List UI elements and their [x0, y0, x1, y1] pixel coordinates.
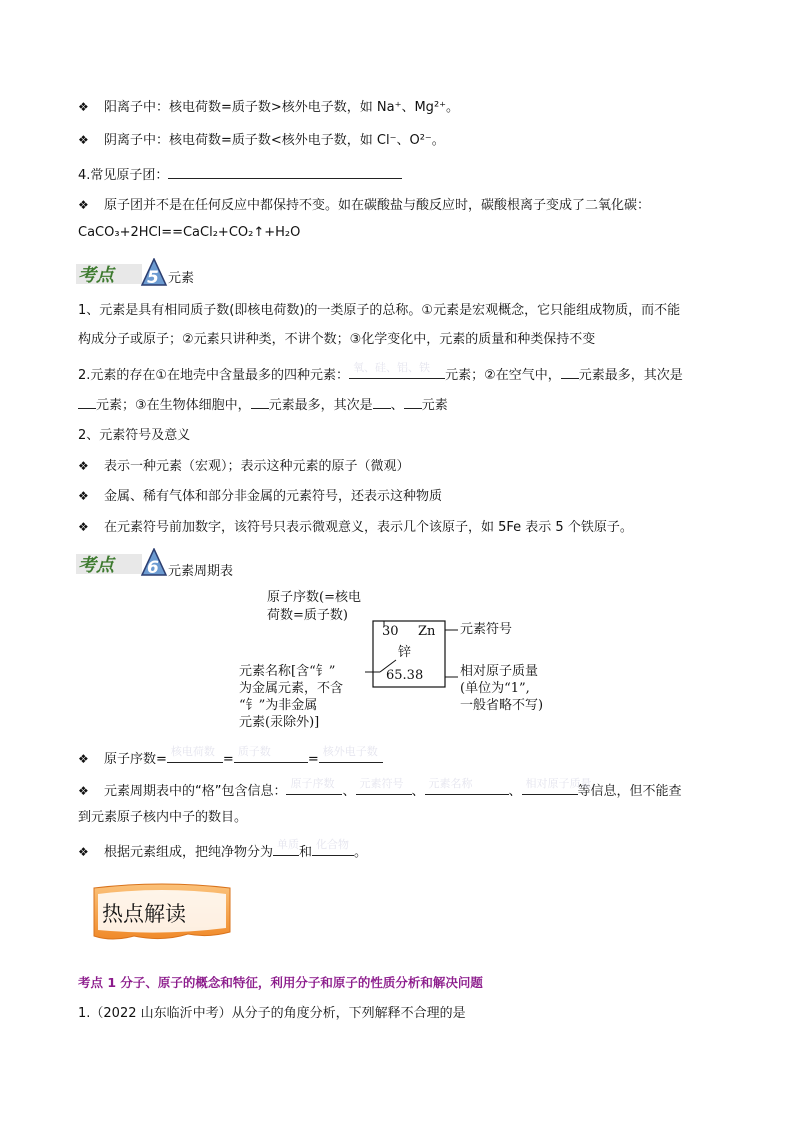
radical-heading: 4.常见原子团： — [78, 164, 402, 185]
cation-bullet — [78, 98, 459, 117]
cation-text: 阳离子中：核电荷数=质子数>核外电子数，如 Na⁺、Mg²⁺。 — [104, 100, 460, 115]
element-existence-line1: 2.元素的存在①在地壳中含量最多的四种元素： 氧、硅、铝、铁 元素；②在空气中， 元素最多，其次是 — [78, 361, 683, 383]
diamond-bullet-icon: ❖ — [78, 133, 89, 147]
diamond-bullet-icon: ❖ — [78, 845, 89, 859]
kaodian-6-badge-icon — [76, 548, 168, 576]
radical-equation: CaCO₃+2HCl==CaCl₂+CO₂↑+H₂O — [78, 225, 301, 240]
diamond-bullet-icon: ❖ — [78, 459, 89, 473]
svg-text:考点: 考点 — [78, 265, 114, 286]
svg-text:5: 5 — [147, 268, 159, 286]
element-symbol-heading: 2、元素符号及意义 — [78, 428, 191, 443]
cell-info-line2: 到元素原子核内中子的数目。 — [78, 810, 248, 825]
anion-bullet — [78, 131, 445, 150]
atomic-number: 30 — [382, 624, 399, 639]
symbol-bullet-2: ❖ 金属、稀有气体和部分非金属的元素符号，还表示这种物质 — [78, 489, 443, 504]
blank-underline — [168, 164, 402, 179]
element-name: 锌 — [398, 645, 412, 660]
element-symbol: Zn — [418, 624, 436, 639]
pure-substance-bullet: ❖ 根据元素组成，把纯净物分为 单质 和 化合物 。 — [78, 838, 368, 860]
symbol-bullet-1: ❖ 表示一种元素（宏观）；表示这种元素的原子（微观） — [78, 459, 410, 474]
section6-title: 元素周期表 — [168, 564, 234, 579]
kaodian-5-badge-icon — [76, 258, 168, 286]
diamond-bullet-icon: ❖ — [78, 520, 89, 534]
atomic-number-bullet: ❖ 原子序数= 核电荷数 = 质子数 = 核外电子数 — [78, 748, 383, 769]
element-existence-line2: 元素；③在生物体细胞中， 元素最多，其次是 、 元素 — [78, 394, 448, 415]
anion-text: 阴离子中：核电荷数=质子数<核外电子数，如 Cl⁻、O²⁻。 — [104, 133, 445, 148]
svg-text:考点: 考点 — [78, 555, 114, 576]
hot-topic-heading: 考点 1 分子、原子的概念和特征，利用分子和原子的性质分析和解决问题 — [78, 975, 483, 990]
element-definition-line2: 构成分子或原子；②元素只讲种类，不讲个数；③化学变化中，元素的质量和种类保持不变 — [78, 332, 596, 347]
cell-info-bullet: ❖ 元素周期表中的“格”包含信息： 原子序数 、 元素符号 、 元素名称 、 相对原子质量 等信息，但不能查 — [78, 777, 682, 799]
atomic-mass: 65.38 — [386, 668, 424, 683]
svg-text:热点解读: 热点解读 — [102, 902, 186, 926]
section5-title: 元素 — [168, 271, 195, 286]
svg-text:6: 6 — [147, 558, 159, 576]
question-1: 1.（2022 山东临沂中考）从分子的角度分析，下列解释不合理的是 — [78, 1006, 466, 1021]
diamond-bullet-icon: ❖ — [78, 489, 89, 503]
symbol-bullet-3: ❖ 在元素符号前加数字，该符号只表示微观意义，表示几个该原子，如 5Fe 表示 5 个铁原子。 — [78, 520, 633, 535]
element-definition-line1: 1、元素是具有相同质子数(即核电荷数)的一类原子的总称。①元素是宏观概念，它只能组成物质，而不能 — [78, 303, 681, 318]
diamond-bullet-icon: ❖ — [78, 198, 89, 212]
periodic-cell-diagram: 原子序数(=核电 荷数=质子数) 30 Zn 锌 65.38 元素符号 相对原子质量 (单位为“1”, 一般省略不写) 元素名称[含“钅” 为金属元素，不含 “钅”为非金属 元素(汞除外)] — [236, 590, 566, 730]
diamond-bullet-icon: ❖ — [78, 752, 89, 766]
diamond-bullet-icon: ❖ — [78, 100, 89, 114]
radical-bullet: ❖ 原子团并不是在任何反应中都保持不变。如在碳酸盐与酸反应时，碳酸根离子变成了二氧化碳： — [78, 198, 651, 213]
diamond-bullet-icon: ❖ — [78, 784, 89, 798]
hot-topic-banner-icon — [88, 882, 236, 944]
